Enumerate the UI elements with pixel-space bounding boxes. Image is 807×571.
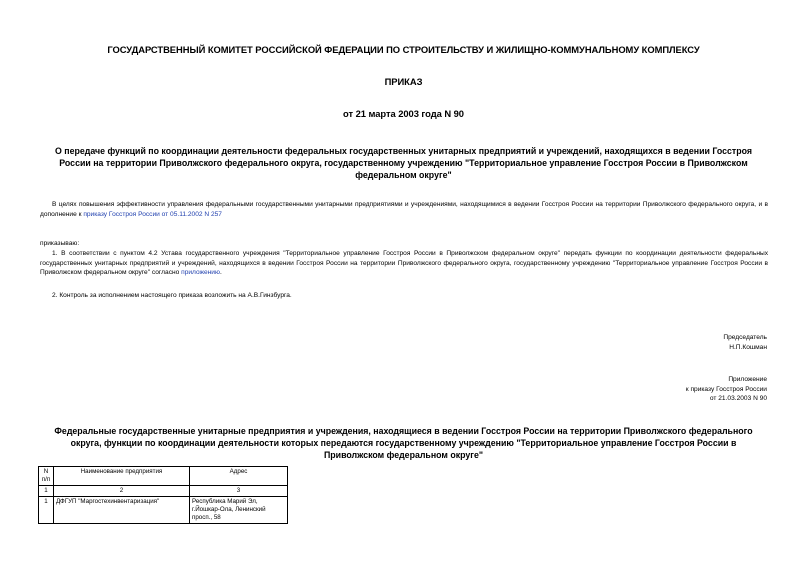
- appendix-link[interactable]: приложению: [181, 269, 220, 277]
- preamble-text: В целях повышения эффективности управления федеральными государственными унитарными предприятиями и учреждениями, находящимися в ведении Госстроя России на территории Приволжского федерального округа, и в дополнение к: [40, 201, 768, 218]
- appendix-ref-line-1: Приложение: [728, 376, 767, 383]
- order-title: О передаче функций по координации деятельности федеральных государственных унитарных предприятий и учреждений, находящихся в ведении Госстроя России на территории Приволжского федерального округа, государственному учреждению "Территориальное управление Госстроя России в Приволжском федеральном округе": [54, 146, 752, 180]
- doc-type-heading: ПРИКАЗ: [384, 76, 423, 87]
- row-name: ДФГУП "Маргостехинвентаризация": [54, 497, 190, 524]
- header-name: Наименование предприятия: [54, 467, 190, 486]
- appendix-reference: [686, 375, 767, 404]
- signature-block: [723, 333, 767, 352]
- enterprise-table: [38, 466, 288, 524]
- appendix-ref-line-3: от 21.03.2003 N 90: [709, 395, 767, 403]
- committee-heading: ГОСУДАРСТВЕННЫЙ КОМИТЕТ РОССИЙСКОЙ ФЕДЕРАЦИИ ПО СТРОИТЕЛЬСТВУ И ЖИЛИЩНО-КОММУНАЛЬНОМУ КОМПЛЕКСУ: [107, 44, 700, 55]
- row-address: Республика Марий Эл, г.Йошкар-Ола, Ленинский просп., 58: [190, 497, 288, 524]
- preamble-paragraph: [40, 200, 768, 219]
- item-2-paragraph: 2. Контроль за исполнением настоящего приказа возложить на А.В.Гинзбурга.: [52, 292, 292, 299]
- item-1-end: .: [219, 269, 222, 277]
- numbering-c3: 3: [190, 486, 288, 497]
- signature-position: Председатель: [723, 334, 767, 341]
- preamble-link[interactable]: приказу Госстроя России от 05.11.2002 N 257: [83, 210, 222, 218]
- numbering-c1: 1: [39, 486, 54, 497]
- item-1-paragraph: [40, 249, 768, 278]
- item-1-text: 1. В соответствии с пунктом 4.2 Устава государственного учреждения "Территориальное управление Госстроя России в Приволжском федеральном округе" передать функции по координации деятельности федеральных государственных унитарных предприятий и учреждений, находящихся в ведении Госстроя России на территории Приволжского федерального округа, государственному учреждению "Территориальное управление Госстроя России в Приволжском федеральном округе" согласно: [40, 250, 768, 277]
- table-row: [39, 497, 288, 524]
- appendix-title: Федеральные государственные унитарные предприятия и учреждения, находящиеся в ведении Госстроя России на территории Приволжского федерального округа, функции по координации деятельности которых передаются государственному учреждению "Территориальное управление Госстроя России в Приволжском федеральном округе": [54, 426, 753, 460]
- order-word: приказываю:: [40, 240, 80, 247]
- table-numbering-row: [39, 486, 288, 497]
- numbering-c2: 2: [54, 486, 190, 497]
- appendix-ref-line-2: к приказу Госстроя России: [685, 385, 767, 393]
- table-header-row: [39, 467, 288, 486]
- signature-name: Н.П.Кошман: [729, 343, 767, 351]
- date-number-heading: от 21 марта 2003 года N 90: [343, 108, 464, 119]
- header-num: N п/п: [39, 467, 54, 486]
- row-num: 1: [39, 497, 54, 524]
- header-address: Адрес: [190, 467, 288, 486]
